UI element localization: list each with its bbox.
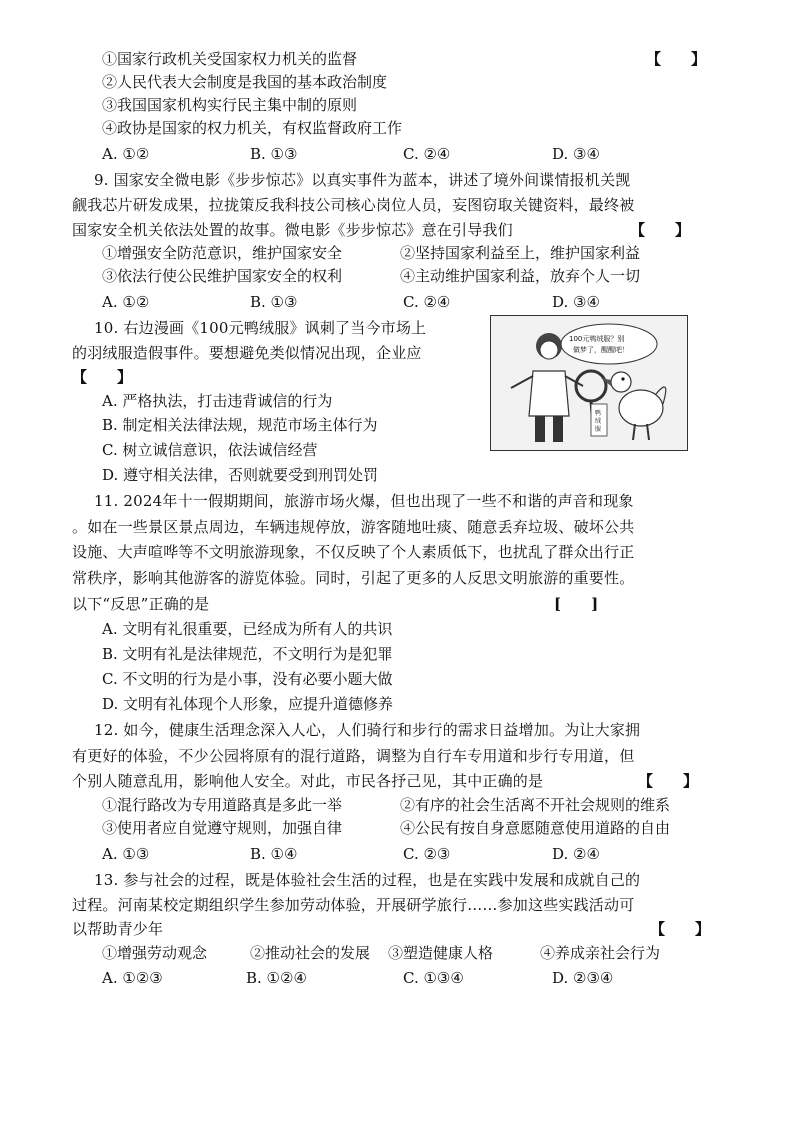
q13-item-3: ③塑造健康人格 xyxy=(388,944,494,962)
coat-label-1: 鸭 xyxy=(595,410,602,417)
q10-option-c: C. 树立诚信意识，依法诚信经营 xyxy=(102,441,318,459)
q9-stem-line-2: 觎我芯片研发成果，拉拢策反我科技公司核心岗位人员，妄图窃取关键资料，最终被 xyxy=(72,196,635,214)
q13-option-c: C. ①③④ xyxy=(403,969,464,987)
q13-stem-line-3: 以帮助青少年 xyxy=(72,920,164,938)
q12-stem-line-2: 有更好的体验，不少公园将原有的混行道路，调整为自行车专用道和步行专用道，但 xyxy=(72,747,635,765)
q9-item-3: ③依法行使公民维护国家安全的权利 xyxy=(102,267,343,285)
q10-option-b: B. 制定相关法律法规，规范市场主体行为 xyxy=(102,416,378,434)
q12-option-d: D. ②④ xyxy=(552,845,600,863)
q9-option-d: D. ③④ xyxy=(552,293,600,311)
q13-item-1: ①增强劳动观念 xyxy=(102,944,208,962)
q10-stem-line-2: 的羽绒服造假事件。要想避免类似情况出现，企业应 xyxy=(72,344,422,362)
q12-option-b: B. ①④ xyxy=(250,845,298,863)
speech-text-line-2: 做梦了，醒醒吧！ xyxy=(573,346,629,354)
q11-answer-bracket: [ ] xyxy=(554,595,599,613)
q11-stem-line-2: 。如在一些景区景点周边，车辆违规停放，游客随地吐痰、随意丢弃垃圾、破坏公共 xyxy=(72,518,635,536)
q12-item-3: ③使用者应自觉遵守规则，加强自律 xyxy=(102,819,343,837)
q13-stem-line-2: 过程。河南某校定期组织学生参加劳动体验，开展研学旅行……参加这些实践活动可 xyxy=(72,896,635,914)
q8-option-d: D. ③④ xyxy=(552,145,600,163)
q12-option-c: C. ②③ xyxy=(403,845,451,863)
q13-stem-line-1: 13. 参与社会的过程，既是体验社会生活的过程，也是在实践中发展和成就自己的 xyxy=(94,871,641,889)
q10-answer-bracket: 【 】 xyxy=(72,368,133,386)
q13-item-4: ④养成亲社会行为 xyxy=(540,944,661,962)
q13-option-a: A. ①②③ xyxy=(102,969,163,987)
q9-stem-line-1: 9. 国家安全微电影《步步惊芯》以真实事件为蓝本，讲述了境外间谍情报机关觊 xyxy=(94,171,631,189)
q12-item-4: ④公民有按自身意愿随意使用道路的自由 xyxy=(400,819,671,837)
q8-option-a: A. ①② xyxy=(102,145,150,163)
q13-item-2: ②推动社会的发展 xyxy=(250,944,371,962)
q8-answer-bracket: 【 】 xyxy=(646,50,707,68)
q13-answer-bracket: 【 】 xyxy=(650,920,711,938)
q10-option-a: A. 严格执法，打击违背诚信的行为 xyxy=(102,392,333,410)
q12-stem-line-1: 12. 如今，健康生活理念深入人心，人们骑行和步行的需求日益增加。为让大家拥 xyxy=(94,721,641,739)
coat-label-3: 服 xyxy=(595,426,602,433)
q11-option-c: C. 不文明的行为是小事，没有必要小题大做 xyxy=(102,670,393,688)
q8-item-1: ①国家行政机关受国家权力机关的监督 xyxy=(102,50,358,68)
q11-option-d: D. 文明有礼体现个人形象，应提升道德修养 xyxy=(102,695,394,713)
cartoon-illustration xyxy=(490,315,688,451)
cartoon-drawing xyxy=(491,316,687,450)
speech-text-line-1: 100元鸭绒服？别 xyxy=(569,335,625,343)
q13-option-d: D. ②③④ xyxy=(552,969,614,987)
q12-item-1: ①混行路改为专用道路真是多此一举 xyxy=(102,796,343,814)
q11-stem-line-1: 11. 2024年十一假期期间，旅游市场火爆，但也出现了一些不和谐的声音和现象 xyxy=(94,492,634,510)
q8-option-b: B. ①③ xyxy=(250,145,298,163)
q9-item-1: ①增强安全防范意识，维护国家安全 xyxy=(102,244,343,262)
q12-item-2: ②有序的社会生活离不开社会规则的维系 xyxy=(400,796,671,814)
q10-option-d: D. 遵守相关法律，否则就要受到刑罚处罚 xyxy=(102,466,379,484)
q10-stem-line-1: 10. 右边漫画《100元鸭绒服》讽刺了当今市场上 xyxy=(94,319,427,337)
q11-stem-line-3: 设施、大声喧哗等不文明旅游现象，不仅反映了个人素质低下，也扰乱了群众出行正 xyxy=(72,543,635,561)
q8-item-4: ④政协是国家的权力机关，有权监督政府工作 xyxy=(102,119,403,137)
q9-option-b: B. ①③ xyxy=(250,293,298,311)
q9-option-a: A. ①② xyxy=(102,293,150,311)
q9-item-4: ④主动维护国家利益，放弃个人一切 xyxy=(400,267,641,285)
q12-option-a: A. ①③ xyxy=(102,845,150,863)
q9-item-2: ②坚持国家利益至上，维护国家利益 xyxy=(400,244,641,262)
q11-stem-line-4: 常秩序，影响其他游客的游览体验。同时，引起了更多的人反思文明旅游的重要性。 xyxy=(72,569,635,587)
duck-body xyxy=(619,390,663,426)
speech-bubble xyxy=(561,324,657,364)
q9-answer-bracket: 【 】 xyxy=(630,221,691,239)
q9-option-c: C. ②④ xyxy=(403,293,451,311)
q8-item-3: ③我国国家机构实行民主集中制的原则 xyxy=(102,96,358,114)
q11-stem-line-5: 以下“反思”正确的是 xyxy=(72,595,210,613)
q8-item-2: ②人民代表大会制度是我国的基本政治制度 xyxy=(102,73,388,91)
q12-stem-line-3: 个别人随意乱用，影响他人安全。对此，市民各抒己见，其中正确的是 xyxy=(72,772,544,790)
q11-option-b: B. 文明有礼是法律规范，不文明行为是犯罪 xyxy=(102,645,393,663)
q9-stem-line-3: 国家安全机关依法处置的故事。微电影《步步惊芯》意在引导我们 xyxy=(72,221,513,239)
q12-answer-bracket: 【 】 xyxy=(638,772,699,790)
coat-label-2: 绒 xyxy=(595,418,602,425)
q8-option-c: C. ②④ xyxy=(403,145,451,163)
q11-option-a: A. 文明有礼很重要，已经成为所有人的共识 xyxy=(102,620,393,638)
q13-option-b: B. ①②④ xyxy=(246,969,307,987)
